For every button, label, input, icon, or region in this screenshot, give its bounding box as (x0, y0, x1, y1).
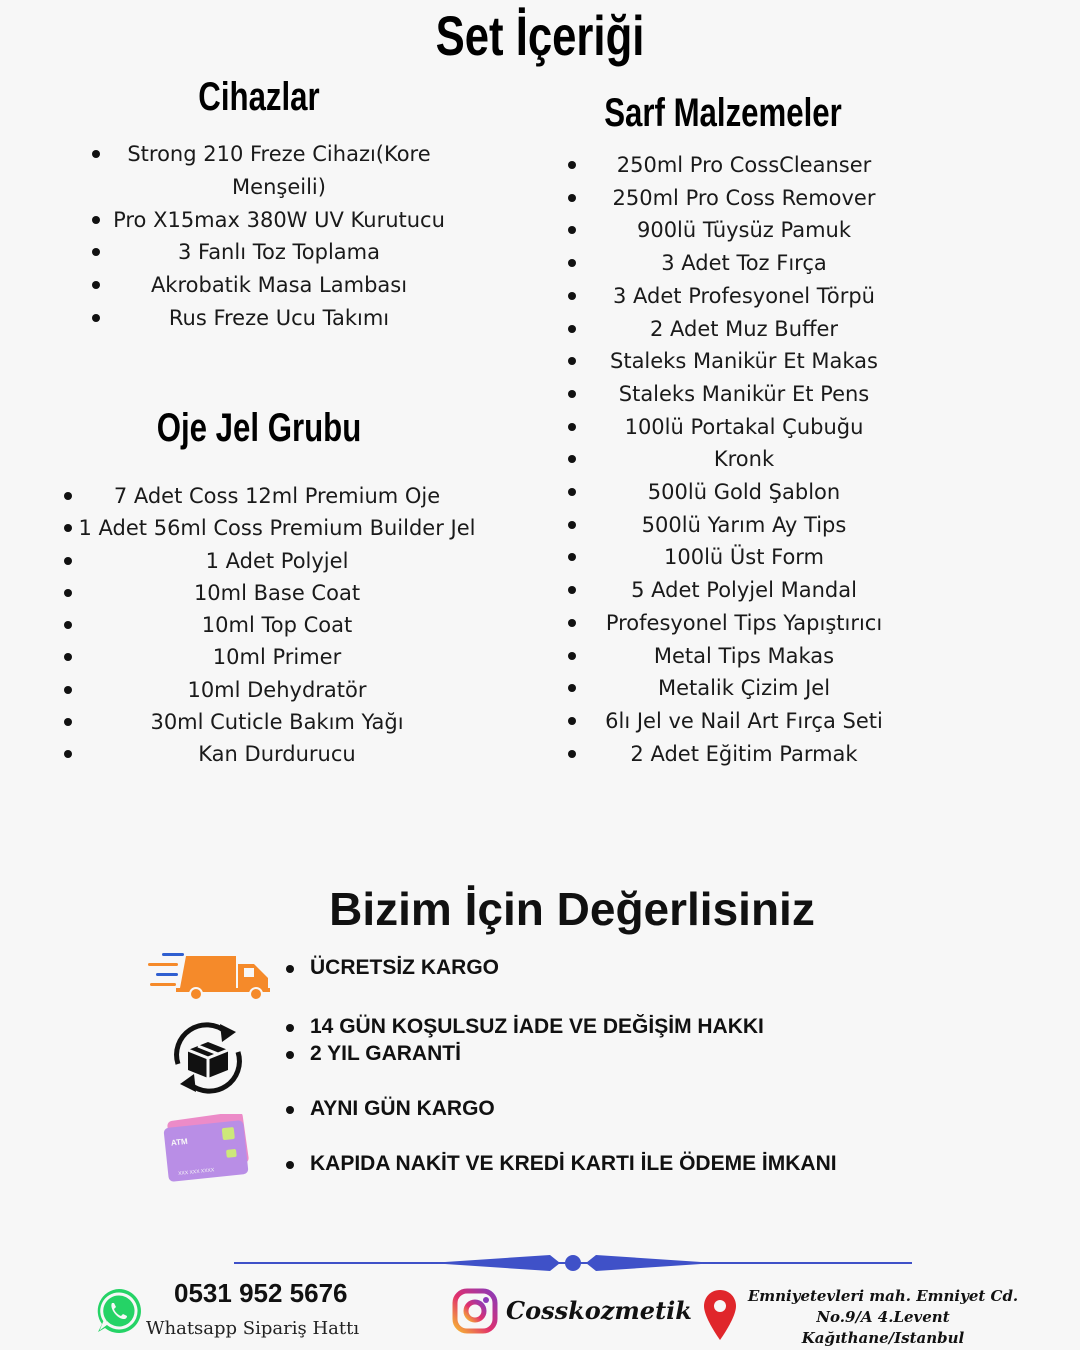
feature-label: AYNI GÜN KARGO (310, 1097, 495, 1120)
list-item (64, 545, 490, 577)
bullet (568, 390, 576, 398)
list-item-label: 7 Adet Coss 12ml Premium Oje (113, 484, 441, 508)
bullet (568, 423, 576, 431)
bullet (568, 717, 576, 725)
whatsapp-icon[interactable] (94, 1286, 144, 1336)
bullet (64, 718, 72, 726)
list-item (568, 411, 920, 444)
bullet (568, 750, 576, 758)
list-item (64, 480, 490, 512)
address-line: Emniyetevleri mah. Emniyet Cd. (747, 1287, 1019, 1305)
bullet (64, 492, 72, 500)
list-item-label: Kronk (713, 447, 775, 472)
list-item-label: Pro X15max 380W UV Kurutucu (113, 207, 445, 232)
address (738, 1286, 1028, 1349)
bullet (92, 216, 100, 224)
list-item (568, 149, 920, 182)
list-item (64, 577, 490, 609)
list-item (568, 345, 920, 378)
list-item (92, 204, 466, 237)
bullet (92, 314, 100, 322)
bullet (92, 150, 100, 158)
phone-label: Whatsapp Sipariş Hattı (146, 1318, 360, 1339)
bullet (568, 226, 576, 234)
list-item-label: Staleks Manikür Et Makas (610, 349, 878, 374)
bullet (286, 1051, 294, 1059)
list-item (64, 738, 490, 770)
address-line: Kağıthane/Istanbul (801, 1329, 965, 1347)
list-item-label: 1 Adet 56ml Coss Premium Builder Jel (78, 516, 476, 541)
list-item-label: 6lı Jel ve Nail Art Fırça Seti (605, 708, 883, 733)
cihazlar-heading: Cihazlar (198, 75, 320, 119)
list-item-label: 250ml Pro CossCleanser (616, 153, 872, 177)
bullet (568, 194, 576, 202)
instagram-icon[interactable] (452, 1288, 498, 1334)
instagram-handle[interactable]: Cosskozmetik (506, 1296, 692, 1325)
bullet (64, 686, 72, 694)
return-box-icon (168, 1020, 248, 1096)
feature-item (288, 1042, 461, 1066)
list-item-label: 3 Fanlı Toz Toplama (178, 240, 380, 265)
bullet (64, 557, 72, 565)
list-item (64, 674, 490, 706)
bullet (568, 521, 576, 529)
list-item (568, 313, 920, 346)
list-item (64, 706, 490, 738)
bullet (568, 259, 576, 267)
list-item (92, 269, 466, 302)
list-item (568, 182, 920, 215)
list-item-label: Rus Freze Ucu Takımı (168, 305, 390, 330)
bullet (286, 1106, 294, 1114)
bullet (568, 325, 576, 333)
credit-card-icon (162, 1114, 254, 1182)
bullet (568, 553, 576, 561)
bullet (64, 653, 72, 661)
oje-list (64, 480, 490, 771)
list-item (64, 641, 490, 673)
list-item-label: 100lü Portakal Çubuğu (624, 414, 864, 439)
list-item (92, 236, 466, 269)
feature-item (288, 1015, 764, 1039)
feature-label: 14 GÜN KOŞULSUZ İADE VE DEĞİŞİM HAKKI (310, 1015, 764, 1038)
bullet (64, 621, 72, 629)
bullet (64, 524, 72, 532)
list-item (64, 609, 490, 641)
list-item (568, 672, 920, 705)
list-item (568, 378, 920, 411)
list-item-label: Staleks Manikür Et Pens (618, 381, 870, 406)
card-atm-text: ATM (170, 1136, 189, 1148)
values-heading: Bizim İçin Değerlisiniz (329, 883, 815, 935)
delivery-truck-icon (146, 950, 272, 1002)
feature-label: 2 YIL GARANTİ (310, 1042, 461, 1065)
feature-item (288, 1152, 837, 1176)
bullet (286, 1024, 294, 1032)
card-number-text: XXX XXX XXXX (177, 1167, 215, 1178)
decorative-divider (230, 1250, 916, 1276)
list-item (64, 512, 490, 544)
list-item-label: 10ml Top Coat (201, 613, 353, 638)
list-item-label: 10ml Base Coat (193, 580, 361, 605)
list-item (568, 705, 920, 738)
bullet (286, 965, 294, 973)
list-item-label: 500lü Gold Şablon (647, 480, 841, 505)
list-item-label: 500lü Yarım Ay Tips (641, 512, 847, 537)
list-item (568, 640, 920, 673)
bullet (568, 586, 576, 594)
list-item (92, 138, 466, 204)
list-item (568, 476, 920, 509)
list-item (568, 247, 920, 280)
list-item (568, 214, 920, 247)
bullet (568, 652, 576, 660)
list-item-label: 100lü Üst Form (663, 545, 825, 570)
list-item-label: Akrobatik Masa Lambası (150, 273, 408, 298)
list-item (568, 607, 920, 640)
address-line: No.9/A 4.Levent (816, 1308, 950, 1326)
list-item-label: 250ml Pro Coss Remover (612, 185, 876, 210)
list-item-label: 10ml Primer (212, 645, 342, 670)
bullet (92, 248, 100, 256)
list-item (568, 443, 920, 476)
list-item-label: 3 Adet Profesyonel Törpü (613, 283, 875, 308)
feature-label: ÜCRETSİZ KARGO (310, 956, 499, 979)
oje-heading: Oje Jel Grubu (156, 406, 362, 450)
list-item-label: 900lü Tüysüz Pamuk (636, 218, 852, 243)
phone-number[interactable]: 0531 952 5676 (174, 1278, 348, 1308)
page-title: Set İçeriği (435, 4, 645, 67)
cihazlar-list (92, 138, 466, 335)
bullet (92, 281, 100, 289)
list-item-label: 3 Adet Toz Fırça (661, 251, 827, 276)
sarf-heading: Sarf Malzemeler (604, 91, 842, 135)
bullet (286, 1161, 294, 1169)
list-item-label: 2 Adet Muz Buffer (649, 316, 839, 341)
list-item-label: 30ml Cuticle Bakım Yağı (150, 710, 404, 735)
location-pin-icon (702, 1288, 738, 1342)
list-item (568, 541, 920, 574)
bullet (568, 357, 576, 365)
bullet (568, 292, 576, 300)
list-item-label: Kan Durdurucu (198, 742, 356, 767)
list-item-label: Metalik Çizim Jel (657, 676, 831, 701)
list-item (568, 509, 920, 542)
list-item (568, 738, 920, 771)
list-item-label: 1 Adet Polyjel (205, 548, 349, 573)
list-item-label: 2 Adet Eğitim Parmak (630, 741, 858, 766)
bullet (64, 750, 72, 758)
bullet (568, 161, 576, 169)
list-item-label: Profesyonel Tips Yapıştırıcı (605, 610, 883, 635)
bullet (568, 619, 576, 627)
list-item (568, 280, 920, 313)
sarf-list (568, 149, 920, 770)
bullet (568, 455, 576, 463)
feature-label: KAPIDA NAKİT VE KREDİ KARTI İLE ÖDEME İMKANI (310, 1152, 837, 1175)
list-item-label: 5 Adet Polyjel Mandal (631, 578, 857, 603)
feature-item (288, 1097, 495, 1121)
list-item-label: 10ml Dehydratör (187, 677, 367, 702)
list-item-label: Metal Tips Makas (653, 643, 835, 668)
list-item-label: Strong 210 Freze Cihazı(Kore Menşeili) (127, 142, 431, 199)
feature-item (288, 956, 499, 980)
bullet (64, 589, 72, 597)
bullet (568, 684, 576, 692)
list-item (568, 574, 920, 607)
list-item (92, 302, 466, 335)
bullet (568, 488, 576, 496)
